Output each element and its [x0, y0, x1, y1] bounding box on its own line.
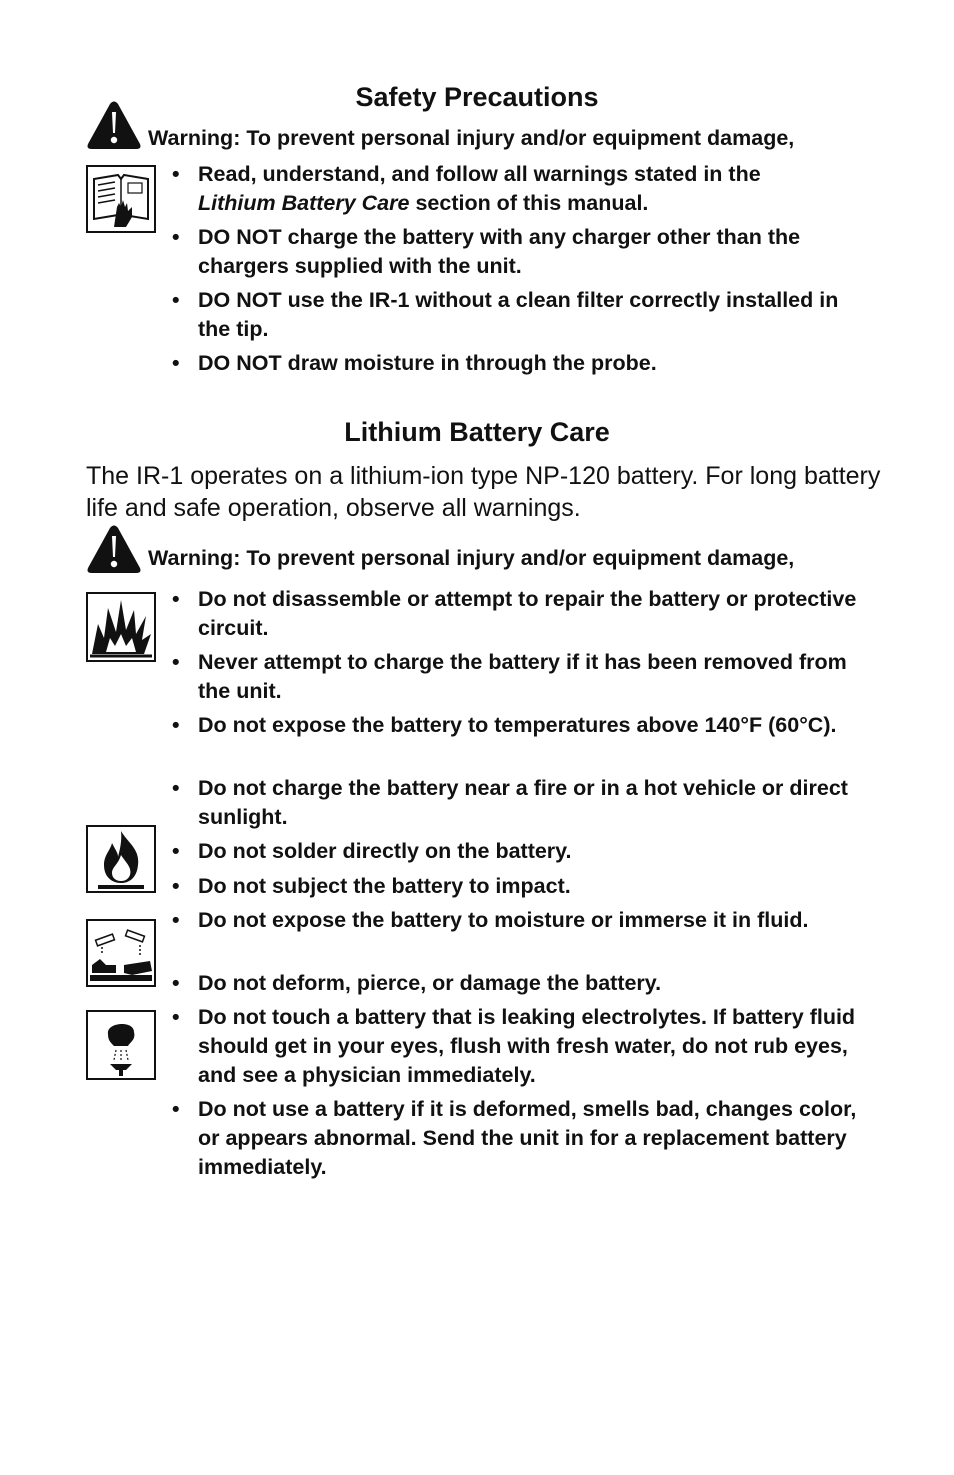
- battery-care-heading: Lithium Battery Care: [344, 417, 610, 447]
- battery-warning-text: Warning: To prevent personal injury and/or equipment damage,: [148, 546, 795, 570]
- safety-item-text: Read, understand, and follow all warnings stated in the: [198, 162, 761, 186]
- battery-item-text: Do not disassemble or attempt to repair the battery or protective circuit.: [198, 587, 857, 640]
- safety-item: • DO NOT charge the battery with any charger other than the chargers supplied with the unit.: [172, 223, 872, 281]
- battery-item-text: Do not expose the battery to moisture or immerse it in fluid.: [198, 908, 809, 932]
- safety-item-text: DO NOT draw moisture in through the probe.: [198, 351, 657, 375]
- safety-precautions-heading: Safety Precautions: [355, 82, 599, 112]
- battery-item: • Do not touch a battery that is leaking electrolytes. If battery fluid should get in your eyes, flush with fresh water, do not rub eyes, and see a physician immediately.: [172, 1003, 872, 1090]
- battery-item: • Do not expose the battery to moisture or immerse it in fluid.: [172, 906, 872, 935]
- battery-item: • Do not charge the battery near a fire or in a hot vehicle or direct sunlight.: [172, 774, 872, 832]
- safety-item-text: DO NOT charge the battery with any charger other than the chargers supplied with the unit.: [198, 225, 801, 278]
- battery-item-text: Do not solder directly on the battery.: [198, 839, 572, 863]
- battery-item-text: Do not use a battery if it is deformed, smells bad, changes color, or appears abnormal. Send the unit in for a replacement battery immediately.: [198, 1097, 857, 1179]
- battery-item-text: Never attempt to charge the battery if it has been removed from the unit.: [198, 650, 847, 703]
- battery-item-text: Do not subject the battery to impact.: [198, 874, 571, 898]
- safety-warning-text: Warning: To prevent personal injury and/or equipment damage,: [148, 126, 795, 150]
- flammable-icon: [86, 825, 156, 893]
- explosion-hazard-icon: [86, 592, 156, 662]
- warning-triangle-icon: [86, 100, 142, 150]
- safety-item: • Read, understand, and follow all warnings stated in the Lithium Battery Care section of this manual.: [172, 162, 761, 215]
- warning-triangle-icon: [86, 524, 142, 574]
- battery-item-text: Do not deform, pierce, or damage the battery.: [198, 971, 662, 995]
- battery-item-text: Do not expose the battery to temperatures above 140°F (60°C).: [198, 713, 837, 737]
- safety-item: • DO NOT use the IR-1 without a clean filter correctly installed in the tip.: [172, 286, 872, 344]
- corrosive-icon: [86, 919, 156, 987]
- battery-item: • Do not expose the battery to temperatures above 140°F (60°C).: [172, 711, 872, 740]
- battery-item-text: Do not touch a battery that is leaking electrolytes. If battery fluid should get in your eyes, flush with fresh water, do not rub eyes, and see a physician immediately.: [198, 1005, 856, 1087]
- eyewash-icon: [86, 1010, 156, 1080]
- battery-item: • Never attempt to charge the battery if it has been removed from the unit.: [172, 648, 872, 706]
- battery-item: • Do not disassemble or attempt to repair the battery or protective circuit.: [172, 585, 872, 643]
- battery-intro-paragraph: The IR-1 operates on a lithium-ion type NP-120 battery. For long battery life and safe operation, observe all warnings.: [86, 462, 881, 522]
- safety-item-text: DO NOT use the IR-1 without a clean filter correctly installed in the tip.: [198, 288, 839, 341]
- read-manual-icon: [86, 165, 156, 233]
- safety-item: • DO NOT draw moisture in through the probe.: [172, 349, 872, 378]
- battery-item: • Do not use a battery if it is deformed, smells bad, changes color, or appears abnormal. Send the unit in for a replacement battery immediately.: [172, 1095, 872, 1182]
- battery-item-text: Do not charge the battery near a fire or in a hot vehicle or direct sunlight.: [198, 776, 848, 829]
- battery-care-reference: Lithium Battery Care: [198, 191, 410, 215]
- battery-item: • Do not deform, pierce, or damage the battery.: [172, 969, 872, 998]
- battery-item: • Do not subject the battery to impact.: [172, 872, 872, 901]
- battery-item: • Do not solder directly on the battery.: [172, 837, 872, 866]
